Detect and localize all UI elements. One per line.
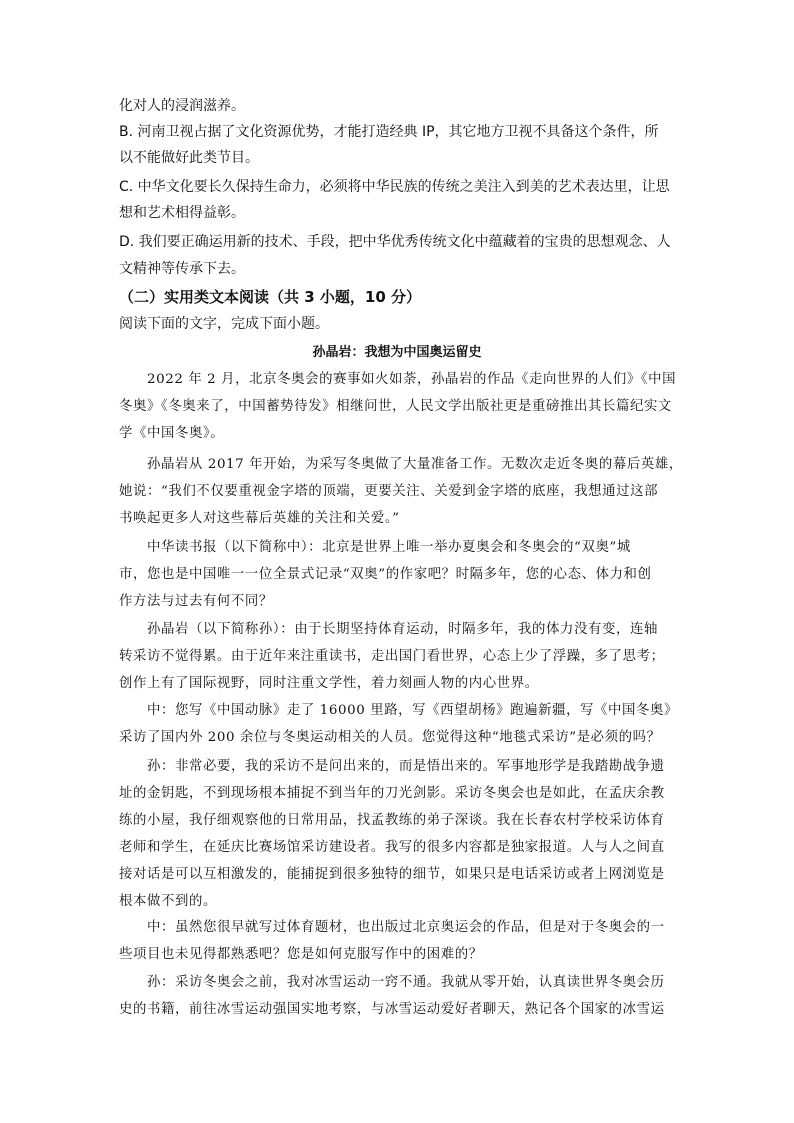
article-line: 转采访不觉得累。由于近年来注重读书，走出国门看世界，心态上少了浮躁，多了思考； (119, 649, 665, 664)
article-line: 孙：采访冬奥会之前，我对冰雪运动一窍不通。我就从零开始，认真读世界冬奥会历 (147, 975, 665, 990)
article-line: 她说：“我们不仅要重视金字塔的顶端，更要关注、关爱到金字塔的底座，我想通过这部 (119, 484, 659, 499)
instruction-text: 阅读下面的文字，完成下面小题。 (119, 316, 329, 332)
article-line: 孙晶岩从 2017 年开始，为采写冬奥做了大量准备工作。无数次走近冬奥的幕后英雄， (147, 457, 683, 472)
article-line: 作方法与过去有何不同？ (119, 594, 273, 609)
option-b-line-1: B. 河南卫视占据了文化资源优势，才能打造经典 IP，其它地方卫视不具备这个条件，所 (119, 124, 659, 140)
article-line: 采访了国内外 200 余位与冬奥运动相关的人员。您觉得这种“地毯式采访”是必须的吗？ (119, 730, 661, 745)
article-line: 址的金钥匙，不到现场根本捕捉不到当年的刀光剑影。采访冬奥会也是如此，在孟庆余教 (119, 786, 665, 801)
article-line: 接对话是可以互相激发的，能捕捉到很多独特的细节，如果只是电话采访或者上网浏览是 (119, 867, 665, 882)
article-line: 史的书籍，前往冰雪运动强国实地考察，与冰雪运动爱好者聊天，熟记各个国家的冰雪运 (119, 1002, 665, 1017)
article-line: 中华读书报（以下简称中）：北京是世界上唯一举办夏奥会和冬奥会的“双奥”城 (147, 540, 631, 555)
article-line: 市，您也是中国唯一一位全景式记录“双奥”的作家吧？时隔多年，您的心态、体力和创 (119, 567, 652, 582)
section-heading: （二）实用类文本阅读（共 3 小题，10 分） (119, 288, 421, 306)
article-line: 创作上有了国际视野，同时注重文学性，着力刻画人物的内心世界。 (119, 676, 539, 691)
article-line: 2022 年 2 月，北京冬奥会的赛事如火如荼，孙晶岩的作品《走向世界的人们》《中国 (147, 372, 677, 387)
article-line: 中：虽然您很早就写过体育题材，也出版过北京奥运会的作品，但是对于冬奥会的一 (147, 920, 665, 935)
article-line: 孙：非常必要，我的采访不是问出来的，而是悟出来的。军事地形学是我踏勘战争遗 (147, 759, 665, 774)
option-c-line-2: 想和艺术相得益彰。 (119, 205, 245, 221)
article-line: 些项目也未见得都熟悉吧？您是如何克服写作中的困难的？ (119, 947, 483, 962)
option-c-continuation: 化对人的浸润滋养。 (119, 98, 245, 114)
article-line: 孙晶岩（以下简称孙）：由于长期坚持体育运动，时隔多年，我的体力没有变，连轴 (147, 622, 658, 637)
article-line: 学《中国冬奥》。 (119, 426, 225, 441)
option-d-line-2: 文精神等传承下去。 (119, 261, 245, 277)
option-c-line-1: C. 中华文化要长久保持生命力，必须将中华民族的传统之美注入到美的艺术表达里，让思 (119, 179, 670, 195)
article-line: 书唤起更多人对这些幕后英雄的关注和关爱。” (119, 511, 400, 526)
article-line: 冬奥》《冬奥来了，中国蓄势待发》相继问世，人民文学出版社更是重磅推出其长篇纪实文 (119, 399, 672, 414)
article-line: 练的小屋，我仔细观察他的日常用品，找孟教练的弟子深谈。我在长春农村学校采访体育 (119, 813, 665, 828)
article-line: 根本做不到的。 (119, 894, 217, 909)
article-line: 中：您写《中国动脉》走了 16000 里路，写《西望胡杨》跑遍新疆，写《中国冬奥》 (147, 703, 678, 718)
option-b-line-2: 以不能做好此类节目。 (119, 150, 259, 166)
option-d-line-1: D. 我们要正确运用新的技术、手段，把中华优秀传统文化中蕴藏着的宝贵的思想观念、人 (119, 234, 671, 250)
article-title: 孙晶岩：我想为中国奥运留史 (312, 345, 482, 360)
article-line: 老师和学生，在延庆比赛场馆采访建设者。我写的很多内容都是独家报道。人与人之间直 (119, 840, 665, 855)
